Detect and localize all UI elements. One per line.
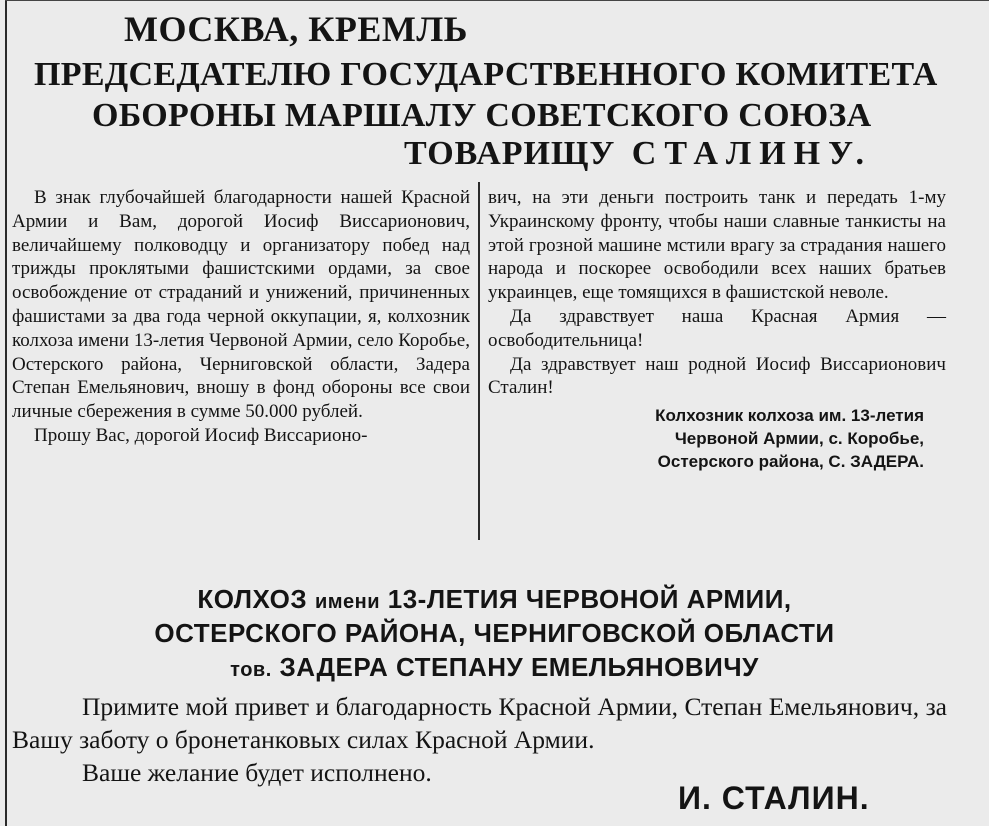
- header-recipient-name: СТАЛИНУ.: [631, 135, 873, 172]
- letter-signature: [488, 404, 924, 473]
- letter-paragraph: вич, на эти деньги построить танк и передать 1-му Украинскому фронту, чтобы наши славные танкисты на этой грозной машине мстили врагу за страдания нашего народа и поскорее освободили всех наших братьев украинцев, еще томящихся в фашистской неволе.: [488, 187, 946, 304]
- letter-signature-line: Червоной Армии, с. Коробье,: [674, 429, 924, 449]
- top-rule: [5, 0, 989, 1]
- reply-paragraph: Ваше желание будет исполнено.: [82, 758, 432, 787]
- header-address-line-4: [404, 135, 872, 173]
- letter-paragraph: Да здравствует наша Красная Армия — освободительница!: [488, 305, 946, 351]
- letter-paragraph: В знак глубочайшей благодарности нашей Красной Армии и Вам, дорогой Иосиф Виссарионович, величайшему полководцу и организатору побед над трижды проклятыми фашистскими ордами, за свое освобождение от страданий и унижений, причиненных фашистами за два года черной оккупации, я, колхозник колхоза имени 13-летия Червоной Армии, село Коробье, Остерского района, Черниговской области, Задера Степан Емельянович, вношу в фонд обороны все свои личные сбережения в сумме 50.000 рублей.: [12, 187, 470, 423]
- header-address-line-1: МОСКВА, КРЕМЛЬ: [124, 9, 468, 49]
- letter-paragraph: Да здравствует наш родной Иосиф Виссарионович Сталин!: [488, 353, 946, 399]
- reply-address-line-3: [0, 652, 989, 683]
- letter-paragraph: Прошу Вас, дорогой Иосиф Виссарионо-: [34, 424, 368, 446]
- left-column-rule: [5, 0, 7, 826]
- letter-column-left: [12, 186, 470, 448]
- reply-address-word: ЗАДЕРА СТЕПАНУ ЕМЕЛЬЯНОВИЧУ: [279, 652, 759, 682]
- reply-address-word: имени: [314, 591, 381, 613]
- reply-address-word: тов.: [230, 659, 272, 681]
- reply-signature: И. СТАЛИН.: [678, 780, 870, 816]
- reply-address-word: КОЛХОЗ: [197, 584, 308, 614]
- reply-address-word: 13-ЛЕТИЯ ЧЕРВОНОЙ АРМИИ,: [387, 584, 792, 614]
- letter-signature-line: Колхозник колхоза им. 13-летия: [655, 406, 924, 426]
- header-address-line-2: ПРЕДСЕДАТЕЛЮ ГОСУДАРСТВЕННОГО КОМИТЕТА: [34, 56, 938, 93]
- header-address-line-3: ОБОРОНЫ МАРШАЛУ СОВЕТСКОГО СОЮЗА: [92, 97, 872, 134]
- reply-paragraph: Примите мой привет и благодарность Красной Армии, Степан Емельянович, за Вашу заботу о бронетанковых силах Красной Армии.: [12, 692, 947, 754]
- letter-column-right: [488, 186, 946, 473]
- reply-address-line-1: [0, 584, 989, 615]
- reply-address-line-2: ОСТЕРСКОГО РАЙОНА, ЧЕРНИГОВСКОЙ ОБЛАСТИ: [154, 618, 835, 648]
- column-divider: [478, 182, 480, 540]
- letter-signature-line: Остерского района, С. ЗАДЕРА.: [657, 452, 924, 472]
- reply-body: [12, 690, 947, 789]
- header-title-word: ТОВАРИЩУ: [404, 135, 616, 172]
